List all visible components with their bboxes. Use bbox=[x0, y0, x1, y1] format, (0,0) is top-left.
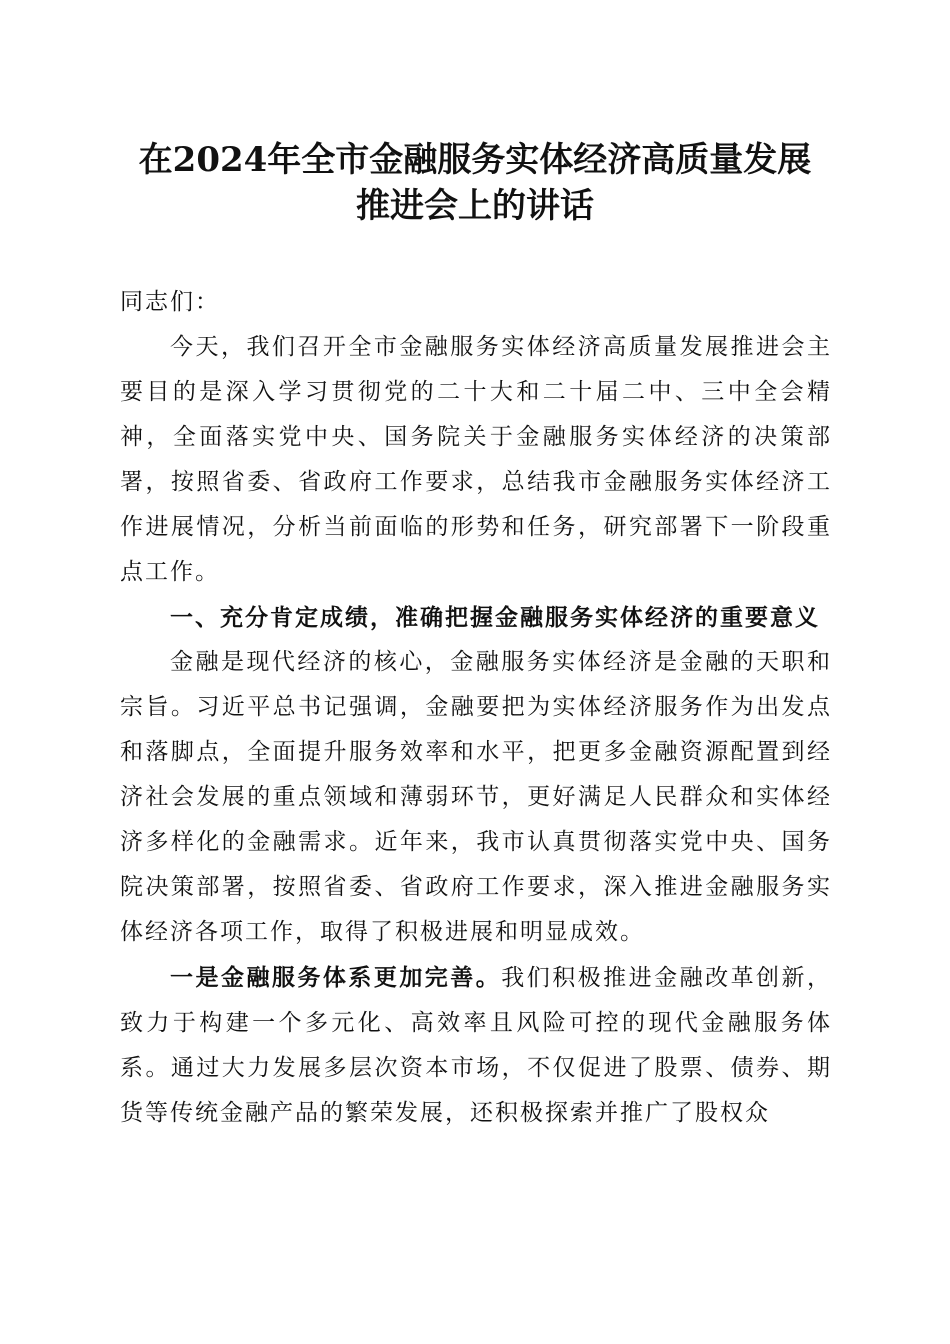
document-title-line-1: 在2024年全市金融服务实体经济高质量发展 bbox=[138, 140, 812, 180]
document-title-line-2: 推进会上的讲话 bbox=[356, 186, 594, 226]
section-heading-1: 一、充分肯定成绩，准确把握金融服务实体经济的重要意义 bbox=[170, 604, 820, 631]
paragraph-rest-text: 我们积极推进金融改革创新，致力于构建一个多元化、高效率且风险可控的现代金融服务体系。通过大力发展多层次资本市场，不仅促进了股票、债券、期货等传统金融产品的繁荣发展，还积极探索并推广了股权众 bbox=[120, 965, 833, 1126]
paragraph-financial-system bbox=[120, 955, 832, 1136]
salutation: 同志们： bbox=[120, 289, 220, 315]
document-body bbox=[120, 280, 832, 1136]
paragraph-intro: 今天，我们召开全市金融服务实体经济高质量发展推进会主要目的是深入学习贯彻党的二十大和二十届二中、三中全会精神，全面落实党中央、国务院关于金融服务实体经济的决策部署，按照省委、省政府工作要求，总结我市金融服务实体经济工作进展情况，分析当前面临的形势和任务，研究部署下一阶段重点工作。 bbox=[120, 334, 832, 585]
paragraph-lead-phrase: 一是金融服务体系更加完善。 bbox=[170, 964, 502, 991]
paragraph-significance: 金融是现代经济的核心，金融服务实体经济是金融的天职和宗旨。习近平总书记强调，金融要把为实体经济服务作为出发点和落脚点，全面提升服务效率和水平，把更多金融资源配置到经济社会发展的重点领域和薄弱环节，更好满足人民群众和实体经济多样化的金融需求。近年来，我市认真贯彻落实党中央、国务院决策部署，按照省委、省政府工作要求，深入推进金融服务实体经济各项工作，取得了积极进展和明显成效。 bbox=[120, 649, 832, 945]
